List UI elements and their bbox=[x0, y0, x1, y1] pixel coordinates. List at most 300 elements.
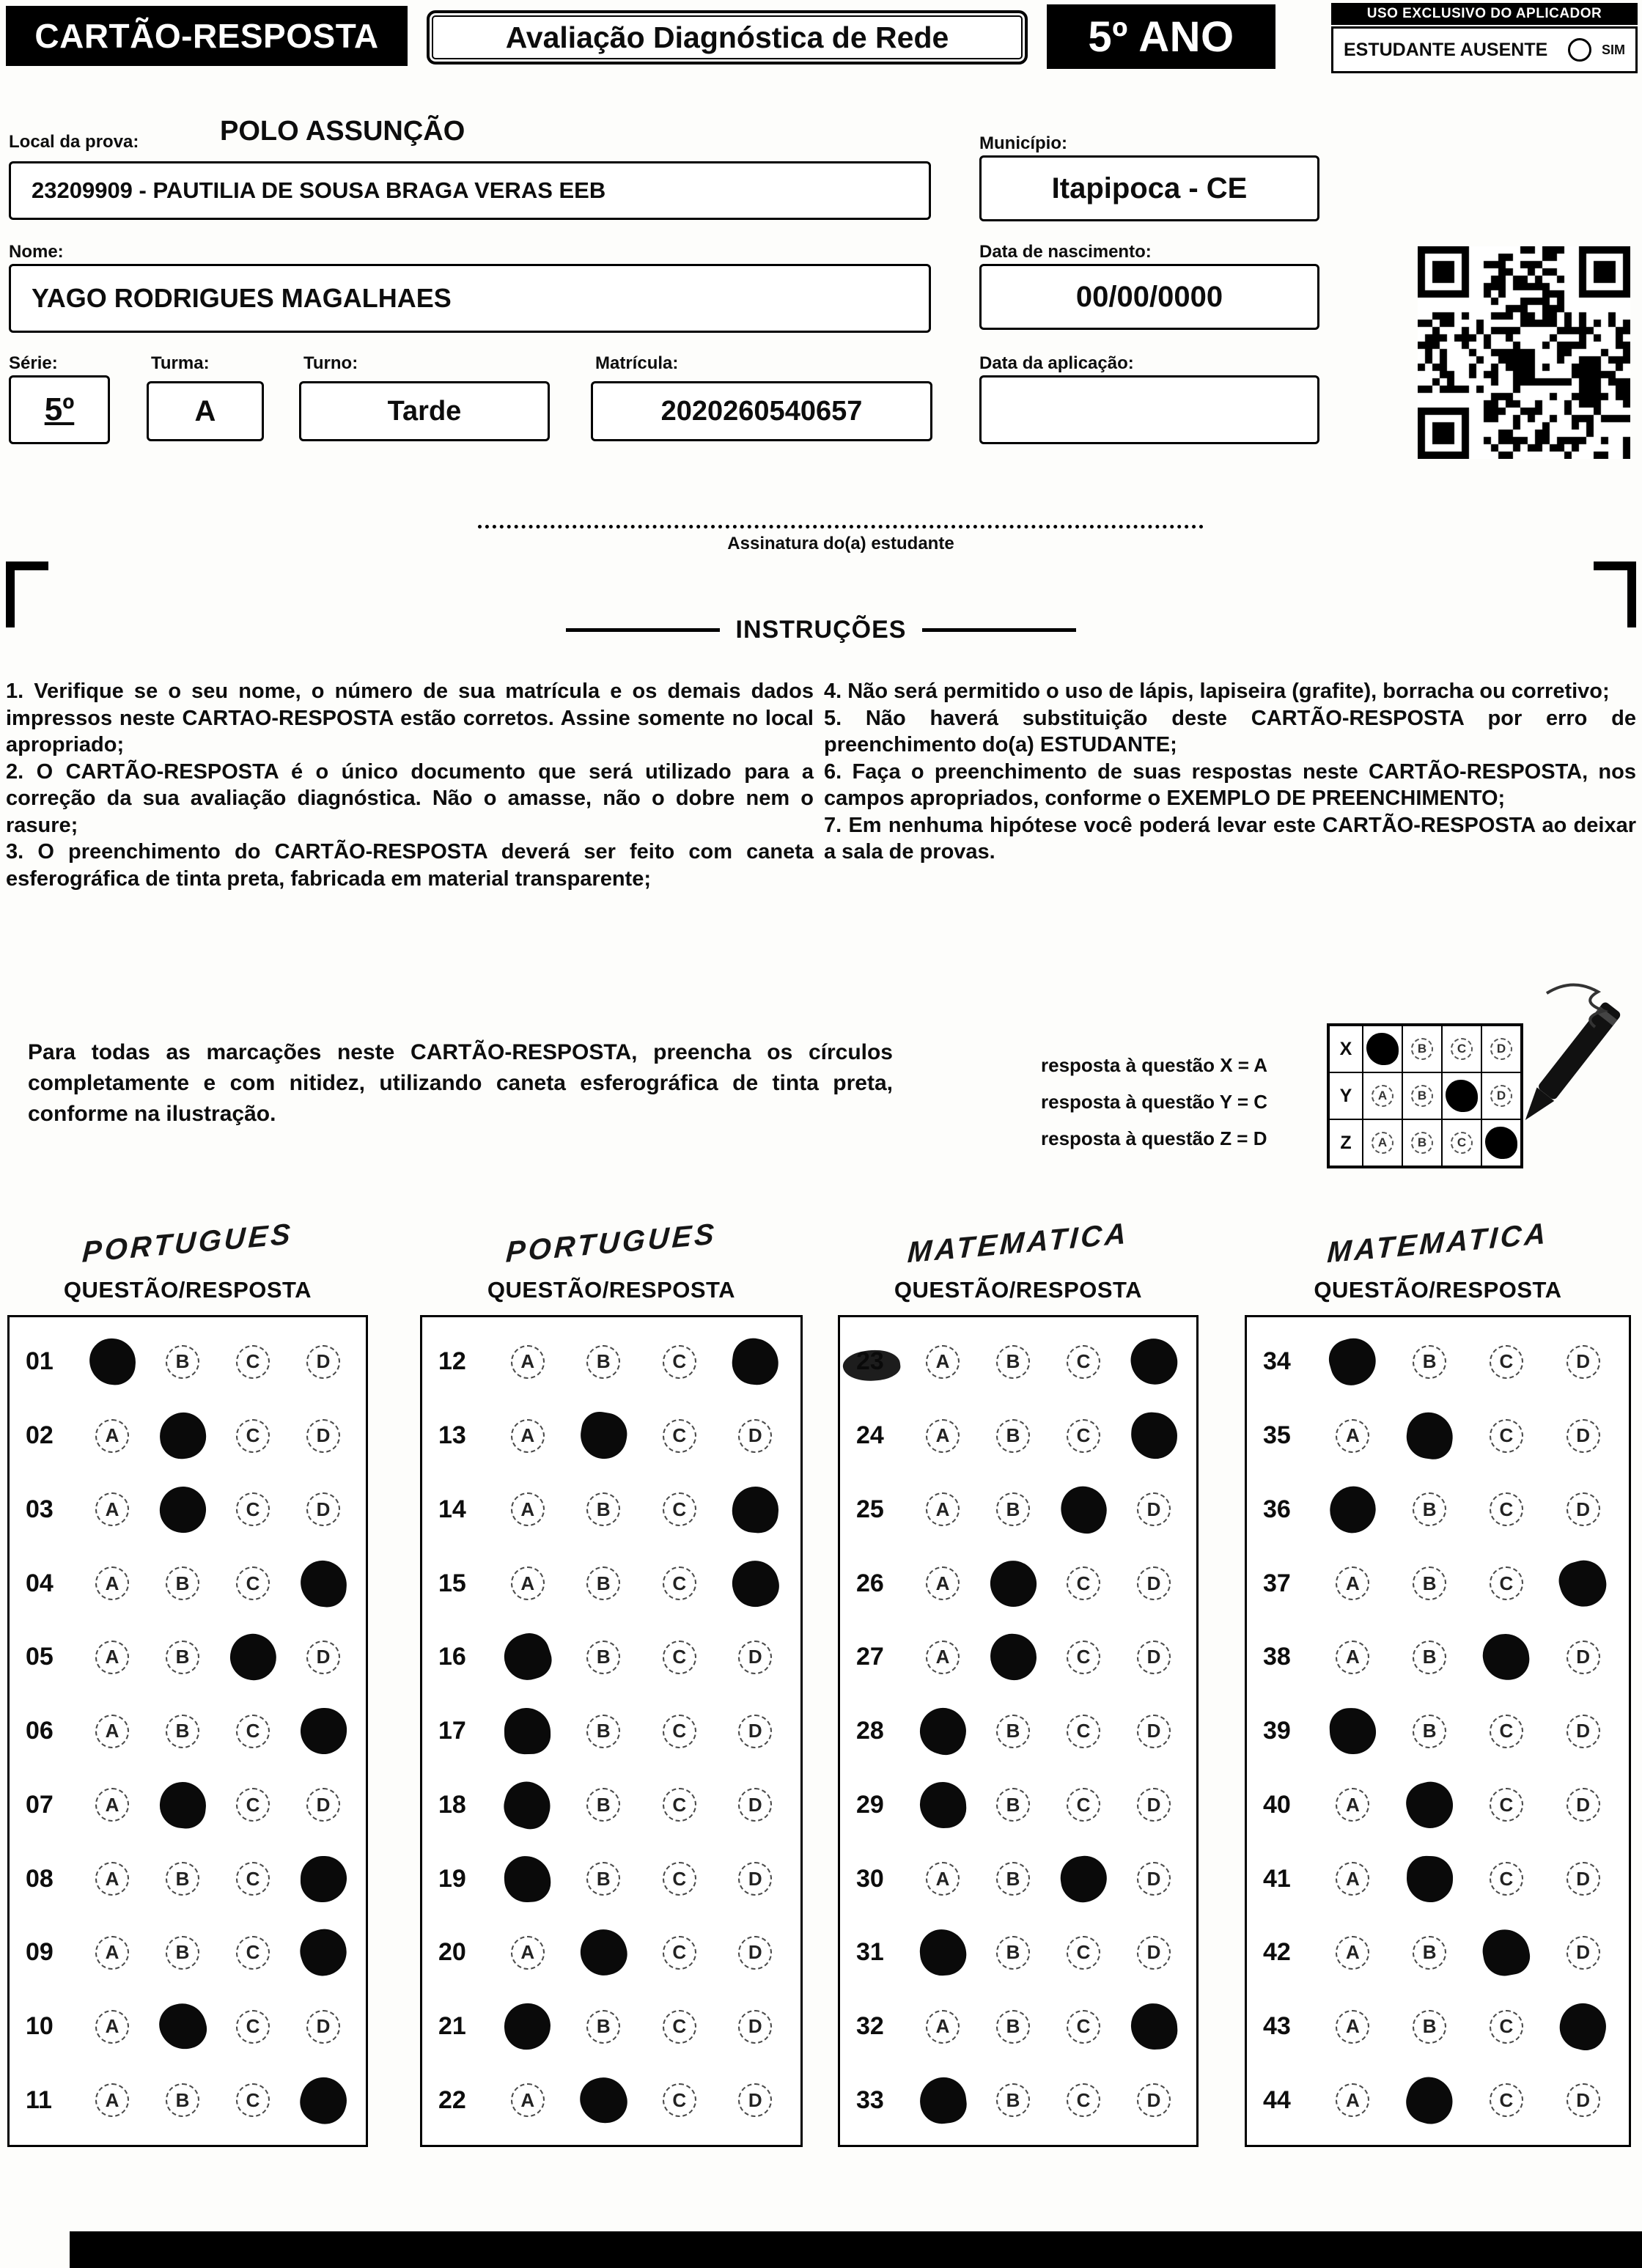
option-bubble-d[interactable]: D bbox=[1137, 1492, 1171, 1526]
option-cell bbox=[147, 2083, 218, 2117]
option-cell bbox=[490, 1936, 566, 1970]
option-bubble-c[interactable]: C bbox=[1490, 1492, 1523, 1526]
question-row bbox=[847, 1401, 1189, 1471]
option-bubble-a[interactable]: A bbox=[1336, 1862, 1369, 1896]
option-bubble-c[interactable]: C bbox=[1067, 1715, 1100, 1748]
option-cell bbox=[77, 1936, 147, 1970]
marked-bubble-d[interactable] bbox=[1130, 2002, 1178, 2050]
municipio-box bbox=[979, 155, 1319, 221]
option-cell bbox=[1314, 1339, 1391, 1385]
option-bubble-c[interactable]: C bbox=[1490, 1715, 1523, 1748]
answer-grid bbox=[7, 1315, 368, 2147]
option-bubble-d[interactable]: D bbox=[738, 1641, 772, 1674]
marked-bubble-b[interactable] bbox=[1401, 2072, 1459, 2129]
option-cell bbox=[218, 1566, 288, 1600]
option-bubble-c[interactable]: C bbox=[663, 1345, 696, 1379]
option-bubble-d[interactable]: D bbox=[738, 1715, 772, 1748]
option-cell bbox=[718, 2010, 794, 2044]
option-bubble-c[interactable]: C bbox=[236, 1345, 270, 1379]
question-row bbox=[430, 1474, 793, 1544]
option-cell bbox=[288, 1419, 358, 1453]
option-bubble-b[interactable]: B bbox=[1413, 1492, 1446, 1526]
option-bubble-d[interactable]: D bbox=[1566, 1788, 1600, 1822]
marked-bubble-b[interactable] bbox=[575, 1924, 632, 1981]
option-bubble-d[interactable]: D bbox=[738, 2010, 772, 2044]
turma-box bbox=[147, 381, 264, 441]
question-number: 09 bbox=[26, 1938, 54, 1967]
question-number: 37 bbox=[1263, 1569, 1291, 1597]
option-bubble-a[interactable]: A bbox=[926, 1862, 960, 1896]
option-bubble-b[interactable]: B bbox=[1413, 1345, 1446, 1379]
option-bubble-c[interactable]: C bbox=[663, 1788, 696, 1822]
answer-section bbox=[420, 1210, 803, 2147]
option-cell bbox=[1545, 1788, 1621, 1822]
option-bubble-b[interactable]: B bbox=[996, 1492, 1030, 1526]
option-bubble-b[interactable]: B bbox=[1413, 2010, 1446, 2044]
marked-bubble-b[interactable] bbox=[157, 1410, 208, 1461]
option-cell bbox=[1314, 1566, 1391, 1600]
option-cell bbox=[1391, 1856, 1468, 1902]
option-bubble-a[interactable]: A bbox=[1336, 1788, 1369, 1822]
option-cell bbox=[77, 2010, 147, 2044]
option-bubble-c[interactable]: C bbox=[236, 1788, 270, 1822]
marked-bubble-b[interactable] bbox=[1406, 1855, 1454, 1902]
question-number: 16 bbox=[438, 1643, 466, 1671]
example-bubble-b: B bbox=[1411, 1085, 1433, 1107]
option-cell bbox=[1468, 1566, 1545, 1600]
question-row bbox=[17, 1548, 358, 1619]
marked-bubble-a[interactable] bbox=[918, 1928, 968, 1978]
option-cell bbox=[77, 1641, 147, 1674]
answer-grid bbox=[420, 1315, 803, 2147]
answer-section bbox=[7, 1210, 368, 2147]
option-bubble-d[interactable]: D bbox=[1566, 1862, 1600, 1896]
option-bubble-d[interactable]: D bbox=[1566, 1419, 1600, 1453]
option-bubble-d[interactable]: D bbox=[1137, 1641, 1171, 1674]
marked-bubble-d[interactable] bbox=[298, 1558, 348, 1608]
option-cell bbox=[641, 1715, 718, 1748]
option-bubble-b[interactable]: B bbox=[996, 1862, 1030, 1896]
option-bubble-d[interactable]: D bbox=[1137, 1936, 1171, 1970]
option-bubble-d[interactable]: D bbox=[1137, 2083, 1171, 2117]
option-bubble-b[interactable]: B bbox=[586, 1641, 620, 1674]
option-cell bbox=[490, 1634, 566, 1680]
option-bubble-c[interactable]: C bbox=[1490, 1419, 1523, 1453]
question-number: 24 bbox=[856, 1421, 884, 1449]
option-bubble-c[interactable]: C bbox=[1490, 1788, 1523, 1822]
option-bubble-d[interactable]: D bbox=[1566, 1492, 1600, 1526]
question-number: 35 bbox=[1263, 1421, 1291, 1449]
signature-line bbox=[478, 525, 1204, 529]
option-bubble-d[interactable]: D bbox=[1566, 1715, 1600, 1748]
question-row bbox=[430, 1401, 793, 1471]
marked-bubble-d[interactable] bbox=[1127, 1334, 1182, 1389]
applicator-bar-label: USO EXCLUSIVO DO APLICADOR bbox=[1366, 6, 1602, 21]
option-bubble-c[interactable]: C bbox=[663, 1715, 696, 1748]
option-cell bbox=[1048, 2010, 1119, 2044]
option-cell bbox=[718, 1561, 794, 1607]
instructions-header bbox=[0, 616, 1642, 644]
option-bubble-c[interactable]: C bbox=[236, 2010, 270, 2044]
nome-box bbox=[9, 264, 931, 333]
option-cell bbox=[907, 1929, 978, 1976]
question-number: 01 bbox=[26, 1347, 54, 1376]
option-cell bbox=[77, 1715, 147, 1748]
option-bubble-a[interactable]: A bbox=[95, 2083, 129, 2117]
option-bubble-d[interactable]: D bbox=[1137, 1862, 1171, 1896]
marked-bubble-d[interactable] bbox=[294, 1923, 352, 1981]
marked-bubble-c[interactable] bbox=[1479, 1926, 1533, 1979]
option-bubble-d[interactable]: D bbox=[1566, 1345, 1600, 1379]
option-bubble-c[interactable]: C bbox=[236, 1566, 270, 1600]
option-cell bbox=[1468, 1929, 1545, 1976]
option-bubble-c[interactable]: C bbox=[663, 1492, 696, 1526]
option-bubble-c[interactable]: C bbox=[236, 1715, 270, 1748]
option-bubble-d[interactable]: D bbox=[1566, 1641, 1600, 1674]
option-bubble-a[interactable]: A bbox=[95, 1566, 129, 1600]
option-bubble-c[interactable]: C bbox=[663, 2083, 696, 2117]
question-row bbox=[17, 1401, 358, 1471]
option-cell bbox=[978, 1862, 1048, 1896]
marked-bubble-b[interactable] bbox=[1402, 1777, 1458, 1833]
option-bubble-b[interactable]: B bbox=[166, 1862, 199, 1896]
option-bubble-d[interactable]: D bbox=[738, 1936, 772, 1970]
option-cell bbox=[147, 1487, 218, 1533]
question-row bbox=[430, 1770, 793, 1840]
option-bubble-a[interactable]: A bbox=[95, 2010, 129, 2044]
option-bubble-b[interactable]: B bbox=[996, 2010, 1030, 2044]
option-bubble-a[interactable]: A bbox=[511, 1936, 545, 1970]
option-bubble-a[interactable]: A bbox=[926, 1492, 960, 1526]
marked-bubble-b[interactable] bbox=[987, 1632, 1038, 1682]
marked-bubble-a[interactable] bbox=[1328, 1706, 1377, 1755]
option-bubble-a[interactable]: A bbox=[1336, 2083, 1369, 2117]
option-bubble-d[interactable]: D bbox=[1137, 1566, 1171, 1600]
option-bubble-d[interactable]: D bbox=[1566, 1936, 1600, 1970]
option-bubble-a[interactable]: A bbox=[511, 2083, 545, 2117]
instruction-item: 5. Não haverá substituição deste CARTÃO-RESPOSTA por erro de preenchimento do(a) ESTUDANTE; bbox=[824, 706, 1636, 757]
option-cell bbox=[566, 1492, 642, 1526]
option-cell bbox=[77, 1862, 147, 1896]
option-cell bbox=[218, 1345, 288, 1379]
marked-bubble-d[interactable] bbox=[1555, 1555, 1612, 1612]
question-number: 36 bbox=[1263, 1495, 1291, 1523]
applicator-bar bbox=[1331, 3, 1638, 25]
option-bubble-c[interactable]: C bbox=[1067, 1788, 1100, 1822]
option-cell bbox=[1545, 1419, 1621, 1453]
marked-bubble-d[interactable] bbox=[299, 1706, 347, 1755]
example-bubble-c: C bbox=[1451, 1038, 1473, 1060]
option-bubble-a[interactable]: A bbox=[1336, 2010, 1369, 2044]
option-bubble-b[interactable]: B bbox=[166, 1566, 199, 1600]
option-cell bbox=[218, 1715, 288, 1748]
option-bubble-b[interactable]: B bbox=[1413, 1641, 1446, 1674]
option-cell bbox=[641, 1419, 718, 1453]
option-cell bbox=[1314, 1487, 1391, 1533]
marked-bubble-a[interactable] bbox=[499, 1776, 556, 1833]
question-number: 26 bbox=[856, 1569, 884, 1597]
option-cell bbox=[978, 1345, 1048, 1379]
option-bubble-a[interactable]: A bbox=[95, 1492, 129, 1526]
marked-bubble-a[interactable] bbox=[1324, 1481, 1382, 1539]
option-bubble-c[interactable]: C bbox=[1490, 1345, 1523, 1379]
option-cell bbox=[718, 1715, 794, 1748]
marked-bubble-a[interactable] bbox=[503, 2001, 553, 2051]
aplicacao-label: Data da aplicação: bbox=[979, 353, 1134, 373]
option-bubble-b[interactable]: B bbox=[586, 1788, 620, 1822]
matricula-box bbox=[591, 381, 932, 441]
marked-bubble-a[interactable] bbox=[914, 1703, 971, 1760]
question-number: 21 bbox=[438, 2012, 466, 2040]
option-bubble-b[interactable]: B bbox=[166, 2083, 199, 2117]
option-cell bbox=[218, 2010, 288, 2044]
option-bubble-c[interactable]: C bbox=[663, 2010, 696, 2044]
option-cell bbox=[641, 1492, 718, 1526]
option-cell bbox=[978, 1419, 1048, 1453]
option-bubble-b[interactable]: B bbox=[166, 1345, 199, 1379]
option-bubble-a[interactable]: A bbox=[511, 1492, 545, 1526]
option-bubble-a[interactable]: A bbox=[95, 1641, 129, 1674]
option-bubble-c[interactable]: C bbox=[236, 1862, 270, 1896]
option-bubble-d[interactable]: D bbox=[1137, 1715, 1171, 1748]
marked-bubble-c[interactable] bbox=[1055, 1481, 1111, 1538]
question-number: 11 bbox=[26, 2085, 52, 2114]
question-number: 31 bbox=[856, 1938, 884, 1967]
marked-bubble-b[interactable] bbox=[154, 1998, 210, 2055]
option-bubble-d[interactable]: D bbox=[306, 1419, 340, 1453]
option-bubble-d[interactable]: D bbox=[306, 1788, 340, 1822]
option-bubble-b[interactable]: B bbox=[166, 1641, 199, 1674]
option-cell bbox=[1468, 1419, 1545, 1453]
option-cell bbox=[566, 2077, 642, 2124]
nascimento-box bbox=[979, 264, 1319, 330]
marked-bubble-a[interactable] bbox=[498, 1628, 556, 1686]
option-bubble-b[interactable]: B bbox=[586, 1345, 620, 1379]
option-bubble-b[interactable]: B bbox=[586, 1492, 620, 1526]
option-cell bbox=[147, 1345, 218, 1379]
option-bubble-b[interactable]: B bbox=[996, 1788, 1030, 1822]
option-cell bbox=[218, 1788, 288, 1822]
option-bubble-a[interactable]: A bbox=[926, 1345, 960, 1379]
marked-bubble-c[interactable] bbox=[1481, 1632, 1531, 1682]
option-bubble-b[interactable]: B bbox=[996, 1419, 1030, 1453]
option-bubble-a[interactable]: A bbox=[511, 1566, 545, 1600]
marked-bubble-a[interactable] bbox=[1324, 1333, 1381, 1391]
question-row bbox=[1254, 1992, 1621, 2062]
question-row bbox=[430, 1622, 793, 1693]
option-cell bbox=[1314, 1708, 1391, 1754]
option-bubble-d[interactable]: D bbox=[306, 1345, 340, 1379]
option-cell bbox=[641, 1345, 718, 1379]
marked-bubble-a[interactable] bbox=[87, 1337, 137, 1387]
option-bubble-c[interactable]: C bbox=[663, 1936, 696, 1970]
option-bubble-c[interactable]: C bbox=[1067, 1419, 1100, 1453]
option-bubble-d[interactable]: D bbox=[306, 2010, 340, 2044]
option-cell bbox=[907, 1492, 978, 1526]
option-bubble-c[interactable]: C bbox=[1067, 2083, 1100, 2117]
option-bubble-a[interactable]: A bbox=[511, 1345, 545, 1379]
option-bubble-d[interactable]: D bbox=[1137, 1788, 1171, 1822]
example-question-label: X bbox=[1329, 1026, 1363, 1072]
example-filled-bubble bbox=[1366, 1033, 1399, 1065]
marked-bubble-d[interactable] bbox=[300, 1855, 347, 1902]
example-option-cell bbox=[1402, 1072, 1442, 1119]
option-bubble-a[interactable]: A bbox=[95, 1936, 129, 1970]
marked-bubble-b[interactable] bbox=[157, 1780, 207, 1830]
marked-bubble-b[interactable] bbox=[156, 1483, 210, 1536]
option-cell bbox=[718, 1419, 794, 1453]
option-cell bbox=[566, 1862, 642, 1896]
question-number: 02 bbox=[26, 1421, 54, 1449]
marked-bubble-d[interactable] bbox=[729, 1336, 781, 1388]
nome-value: YAGO RODRIGUES MAGALHAES bbox=[32, 283, 452, 313]
option-bubble-c[interactable]: C bbox=[236, 1419, 270, 1453]
option-bubble-c[interactable]: C bbox=[1067, 1641, 1100, 1674]
column-header: QUESTÃO/RESPOSTA bbox=[63, 1277, 312, 1303]
option-cell bbox=[1468, 1345, 1545, 1379]
marked-bubble-b[interactable] bbox=[986, 1556, 1040, 1610]
option-bubble-b[interactable]: B bbox=[586, 1715, 620, 1748]
marked-bubble-b[interactable] bbox=[575, 2072, 633, 2129]
option-bubble-b[interactable]: B bbox=[1413, 1566, 1446, 1600]
marked-bubble-b[interactable] bbox=[1404, 1410, 1456, 1462]
option-bubble-d[interactable]: D bbox=[738, 1862, 772, 1896]
question-row bbox=[17, 1918, 358, 1988]
option-bubble-c[interactable]: C bbox=[236, 1492, 270, 1526]
option-bubble-a[interactable]: A bbox=[926, 1419, 960, 1453]
option-bubble-d[interactable]: D bbox=[738, 1788, 772, 1822]
question-number: 20 bbox=[438, 1938, 466, 1967]
example-bubble-c: C bbox=[1451, 1132, 1473, 1154]
question-number: 13 bbox=[438, 1421, 466, 1449]
option-bubble-d[interactable]: D bbox=[306, 1641, 340, 1674]
option-cell bbox=[490, 1419, 566, 1453]
option-cell bbox=[1048, 1936, 1119, 1970]
marked-bubble-d[interactable] bbox=[730, 1484, 780, 1534]
option-bubble-c[interactable]: C bbox=[1067, 1566, 1100, 1600]
question-row bbox=[1254, 1696, 1621, 1767]
marked-bubble-a[interactable] bbox=[917, 2074, 968, 2126]
option-cell bbox=[1545, 2003, 1621, 2050]
option-cell bbox=[1545, 1345, 1621, 1379]
marked-bubble-c[interactable] bbox=[224, 1629, 281, 1685]
option-cell bbox=[1314, 1936, 1391, 1970]
option-bubble-c[interactable]: C bbox=[1490, 2010, 1523, 2044]
option-bubble-a[interactable]: A bbox=[1336, 1419, 1369, 1453]
option-bubble-a[interactable]: A bbox=[95, 1715, 129, 1748]
option-bubble-b[interactable]: B bbox=[586, 1862, 620, 1896]
option-bubble-d[interactable]: D bbox=[738, 2083, 772, 2117]
option-cell bbox=[1048, 1788, 1119, 1822]
marked-bubble-d[interactable] bbox=[1555, 1998, 1610, 2054]
option-bubble-c[interactable]: C bbox=[1067, 2010, 1100, 2044]
question-row bbox=[17, 1770, 358, 1840]
option-bubble-b[interactable]: B bbox=[586, 1566, 620, 1600]
option-bubble-b[interactable]: B bbox=[996, 2083, 1030, 2117]
option-bubble-c[interactable]: C bbox=[663, 1641, 696, 1674]
option-bubble-a[interactable]: A bbox=[926, 1641, 960, 1674]
answer-grid bbox=[838, 1315, 1199, 2147]
option-bubble-b[interactable]: B bbox=[1413, 1715, 1446, 1748]
option-bubble-b[interactable]: B bbox=[166, 1715, 199, 1748]
option-bubble-a[interactable]: A bbox=[1336, 1641, 1369, 1674]
option-bubble-c[interactable]: C bbox=[1490, 2083, 1523, 2117]
option-bubble-c[interactable]: C bbox=[236, 2083, 270, 2117]
option-bubble-a[interactable]: A bbox=[95, 1862, 129, 1896]
option-bubble-b[interactable]: B bbox=[996, 1715, 1030, 1748]
option-bubble-d[interactable]: D bbox=[306, 1492, 340, 1526]
marked-bubble-d[interactable] bbox=[1129, 1410, 1179, 1460]
option-bubble-c[interactable]: C bbox=[663, 1862, 696, 1896]
option-cell bbox=[1048, 1419, 1119, 1453]
handwritten-subject: MATEMATICA bbox=[906, 1217, 1130, 1269]
option-cell bbox=[218, 1862, 288, 1896]
option-bubble-b[interactable]: B bbox=[996, 1936, 1030, 1970]
marked-bubble-a[interactable] bbox=[504, 1855, 552, 1903]
option-cell bbox=[1545, 1715, 1621, 1748]
option-bubble-b[interactable]: B bbox=[996, 1345, 1030, 1379]
option-cell bbox=[907, 1345, 978, 1379]
option-bubble-a[interactable]: A bbox=[511, 1419, 545, 1453]
student-absent-box bbox=[1331, 26, 1638, 73]
option-bubble-a[interactable]: A bbox=[1336, 1936, 1369, 1970]
option-bubble-b[interactable]: B bbox=[166, 1936, 199, 1970]
option-bubble-c[interactable]: C bbox=[1067, 1936, 1100, 1970]
option-cell bbox=[641, 1862, 718, 1896]
option-cell bbox=[1119, 1788, 1189, 1822]
marked-bubble-d[interactable] bbox=[295, 2072, 352, 2129]
option-cell bbox=[907, 1708, 978, 1754]
question-number: 19 bbox=[438, 1864, 466, 1893]
option-bubble-c[interactable]: C bbox=[1490, 1862, 1523, 1896]
option-bubble-c[interactable]: C bbox=[1067, 1345, 1100, 1379]
option-cell bbox=[77, 1339, 147, 1385]
card-title: CARTÃO-RESPOSTA bbox=[34, 17, 379, 55]
option-cell bbox=[288, 1788, 358, 1822]
question-number: 05 bbox=[26, 1643, 54, 1671]
example-bubble-a: A bbox=[1372, 1085, 1394, 1107]
option-bubble-b[interactable]: B bbox=[586, 2010, 620, 2044]
option-bubble-c[interactable]: C bbox=[663, 1419, 696, 1453]
ink-scribble bbox=[842, 1347, 902, 1385]
option-bubble-a[interactable]: A bbox=[1336, 1566, 1369, 1600]
marked-bubble-a[interactable] bbox=[504, 1707, 551, 1754]
question-row bbox=[17, 1327, 358, 1397]
marked-bubble-a[interactable] bbox=[918, 1781, 967, 1829]
option-bubble-b[interactable]: B bbox=[1413, 1936, 1446, 1970]
option-cell bbox=[1119, 2083, 1189, 2117]
question-number: 12 bbox=[438, 1347, 466, 1376]
option-bubble-a[interactable]: A bbox=[926, 2010, 960, 2044]
absent-bubble[interactable] bbox=[1568, 38, 1591, 62]
option-bubble-a[interactable]: A bbox=[95, 1419, 129, 1453]
marked-bubble-b[interactable] bbox=[577, 1409, 630, 1462]
option-bubble-a[interactable]: A bbox=[926, 1566, 960, 1600]
question-number: 39 bbox=[1263, 1717, 1291, 1745]
option-cell bbox=[1468, 1715, 1545, 1748]
option-bubble-d[interactable]: D bbox=[738, 1419, 772, 1453]
option-cell bbox=[218, 1419, 288, 1453]
option-bubble-c[interactable]: C bbox=[1490, 1566, 1523, 1600]
option-bubble-d[interactable]: D bbox=[1566, 2083, 1600, 2117]
matricula-value: 2020260540657 bbox=[660, 395, 863, 427]
option-cell bbox=[147, 1641, 218, 1674]
marked-bubble-c[interactable] bbox=[1057, 1852, 1109, 1904]
option-bubble-c[interactable]: C bbox=[236, 1936, 270, 1970]
option-bubble-a[interactable]: A bbox=[95, 1788, 129, 1822]
marked-bubble-d[interactable] bbox=[727, 1555, 783, 1611]
option-bubble-c[interactable]: C bbox=[663, 1566, 696, 1600]
